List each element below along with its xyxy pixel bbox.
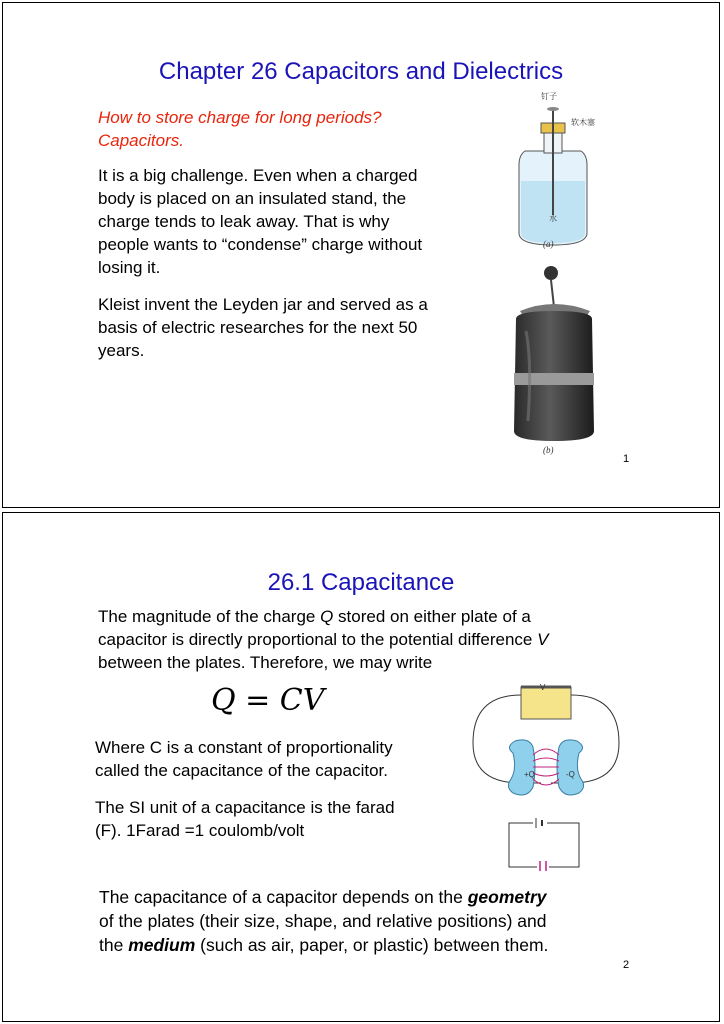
symbol-q: Q	[320, 607, 334, 626]
emphasis-geometry: geometry	[467, 887, 547, 907]
page-number: 1	[623, 453, 630, 465]
question-line-2: Capacitors.	[98, 131, 184, 150]
capacitor-circuit-diagram	[471, 683, 621, 813]
text-span: capacitor is directly proportional to the potential difference	[98, 630, 538, 649]
text-line: called the capacitance of the capacitor.	[95, 761, 388, 780]
text-span: The capacitance of a capacitor depends on the	[99, 887, 468, 907]
figure-b-caption: (b)	[543, 445, 554, 455]
figure-a-caption: (a)	[543, 239, 554, 249]
slide-2	[2, 512, 720, 1022]
paragraph-leyden	[98, 293, 428, 362]
slide-title: 26.1 Capacitance	[267, 569, 455, 596]
label-minus-q: -Q	[566, 770, 575, 779]
text-line: body is placed on an insulated stand, the	[98, 189, 407, 208]
formula-q-equals-cv: Q = CV	[211, 683, 325, 718]
text-line	[99, 885, 548, 909]
text-line: people wants to “condense” charge without	[98, 235, 423, 254]
text-line: losing it.	[98, 258, 161, 277]
text-line: The SI unit of a capacitance is the farad	[95, 798, 395, 817]
label-plus-q: +Q	[524, 770, 535, 779]
slide-title: Chapter 26 Capacitors and Dielectrics	[158, 58, 564, 85]
paragraph-where	[95, 736, 393, 782]
text-line: years.	[98, 341, 145, 360]
text-span: (such as air, paper, or plastic) between them.	[195, 935, 549, 955]
text-span: stored on either plate of a	[333, 607, 531, 626]
text-span: the	[99, 935, 129, 955]
text-line: Kleist invent the Leyden jar and served as a	[98, 295, 428, 314]
leyden-jar-photo-b	[506, 261, 606, 446]
text-line	[99, 933, 548, 957]
text-line: Where C is a constant of proportionality	[95, 738, 393, 757]
page-number: 2	[623, 959, 630, 971]
emphasis-medium: medium	[128, 935, 196, 955]
label-water: 水	[549, 214, 557, 223]
label-v: V	[540, 683, 546, 692]
text-line: It is a big challenge. Even when a charged	[98, 166, 418, 185]
paragraph-si-unit	[95, 796, 395, 842]
text-line: of the plates (their size, shape, and relative positions) and	[99, 911, 547, 931]
text-line	[98, 628, 548, 651]
text-line: basis of electric researches for the next 50	[98, 318, 418, 337]
text-span: The magnitude of the charge	[98, 607, 321, 626]
symbol-v: V	[537, 630, 549, 649]
label-nail: 钉子	[541, 92, 557, 101]
text-line: (F). 1Farad =1 coulomb/volt	[95, 821, 305, 840]
text-line: between the plates. Therefore, we may write	[98, 653, 433, 672]
label-cork: 软木塞	[571, 118, 595, 127]
text-line: charge tends to leak away. That is why	[98, 212, 390, 231]
paragraph-challenge	[98, 164, 422, 279]
slide-1	[2, 2, 720, 508]
text-line	[98, 605, 548, 628]
paragraph-intro	[98, 605, 548, 674]
paragraph-capacitance-depends	[99, 885, 548, 957]
capacitor-schematic	[503, 813, 583, 871]
question-line-1: How to store charge for long periods?	[98, 108, 382, 127]
